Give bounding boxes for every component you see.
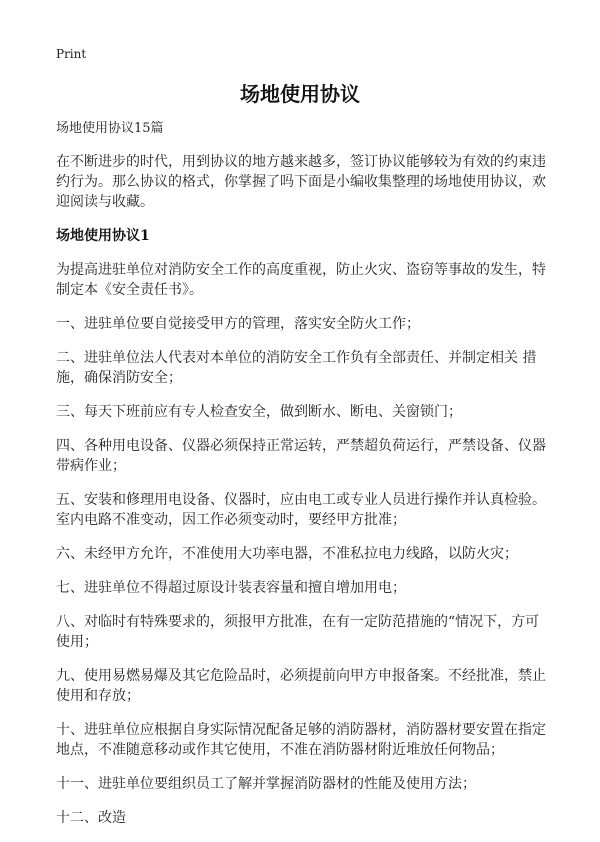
- clause-8: 八、对临时有特殊要求的，须报甲方批准，在有一定防范措施的“情况下，方可使用；: [56, 614, 540, 650]
- clause-4: 四、各种用电设备、仪器必须保持正常运转，严禁超负荷运行，严禁设备、仪器带病作业；: [56, 438, 546, 474]
- clause-12: 十二、改造: [56, 810, 126, 826]
- clause-7: 七、进驻单位不得超过原设计装表容量和擅自增加用电；: [56, 580, 406, 596]
- clause-1: 一、进驻单位要自觉接受甲方的管理，落实安全防火工作；: [56, 316, 420, 332]
- clause-11: 十一、进驻单位要组织员工了解并掌握消防器材的性能及使用方法；: [56, 776, 476, 792]
- preamble-paragraph: 为提高进驻单位对消防安全工作的高度重视，防止火灾、盗窃等事故的发生，特制定本《安全责任书》。: [56, 262, 546, 298]
- clause-10: 十、进驻单位应根据自身实际情况配备足够的消防器材，消防器材要安置在指定地点，不准随意移动或作其它使用，不准在消防器材附近堆放任何物品；: [56, 722, 546, 758]
- section-heading: 场地使用协议1: [56, 228, 150, 244]
- print-link[interactable]: Print: [56, 47, 87, 61]
- page-title: 场地使用协议: [240, 82, 360, 106]
- document-subtitle: 场地使用协议15篇: [56, 121, 164, 136]
- clause-2: 二、进驻单位法人代表对本单位的消防安全工作负有全部责任、并制定相关 措施，确保消防安全；: [56, 350, 537, 386]
- clause-3: 三、每天下班前应有专人检查安全，做到断水、断电、关窗锁门；: [56, 404, 462, 420]
- clause-5: 五、安装和修理用电设备、仪器时，应由电工或专业人员进行操作并认真检验。室内电路不准变动，因工作必须变动时，要经甲方批准；: [56, 492, 546, 528]
- intro-paragraph: 在不断进步的时代，用到协议的地方越来越多，签订协议能够较为有效的约束违约行为。那么协议的格式，你掌握了吗下面是小编收集整理的场地使用协议，欢迎阅读与收藏。: [56, 154, 546, 210]
- clause-6: 六、未经甲方允许，不准使用大功率电器，不准私拉电力线路，以防火灾；: [56, 546, 518, 562]
- document-body: [56, 120, 550, 842]
- clause-9: 九、使用易燃易爆及其它危险品时，必须提前向甲方申报备案。不经批准，禁止使用和存放；: [56, 668, 546, 704]
